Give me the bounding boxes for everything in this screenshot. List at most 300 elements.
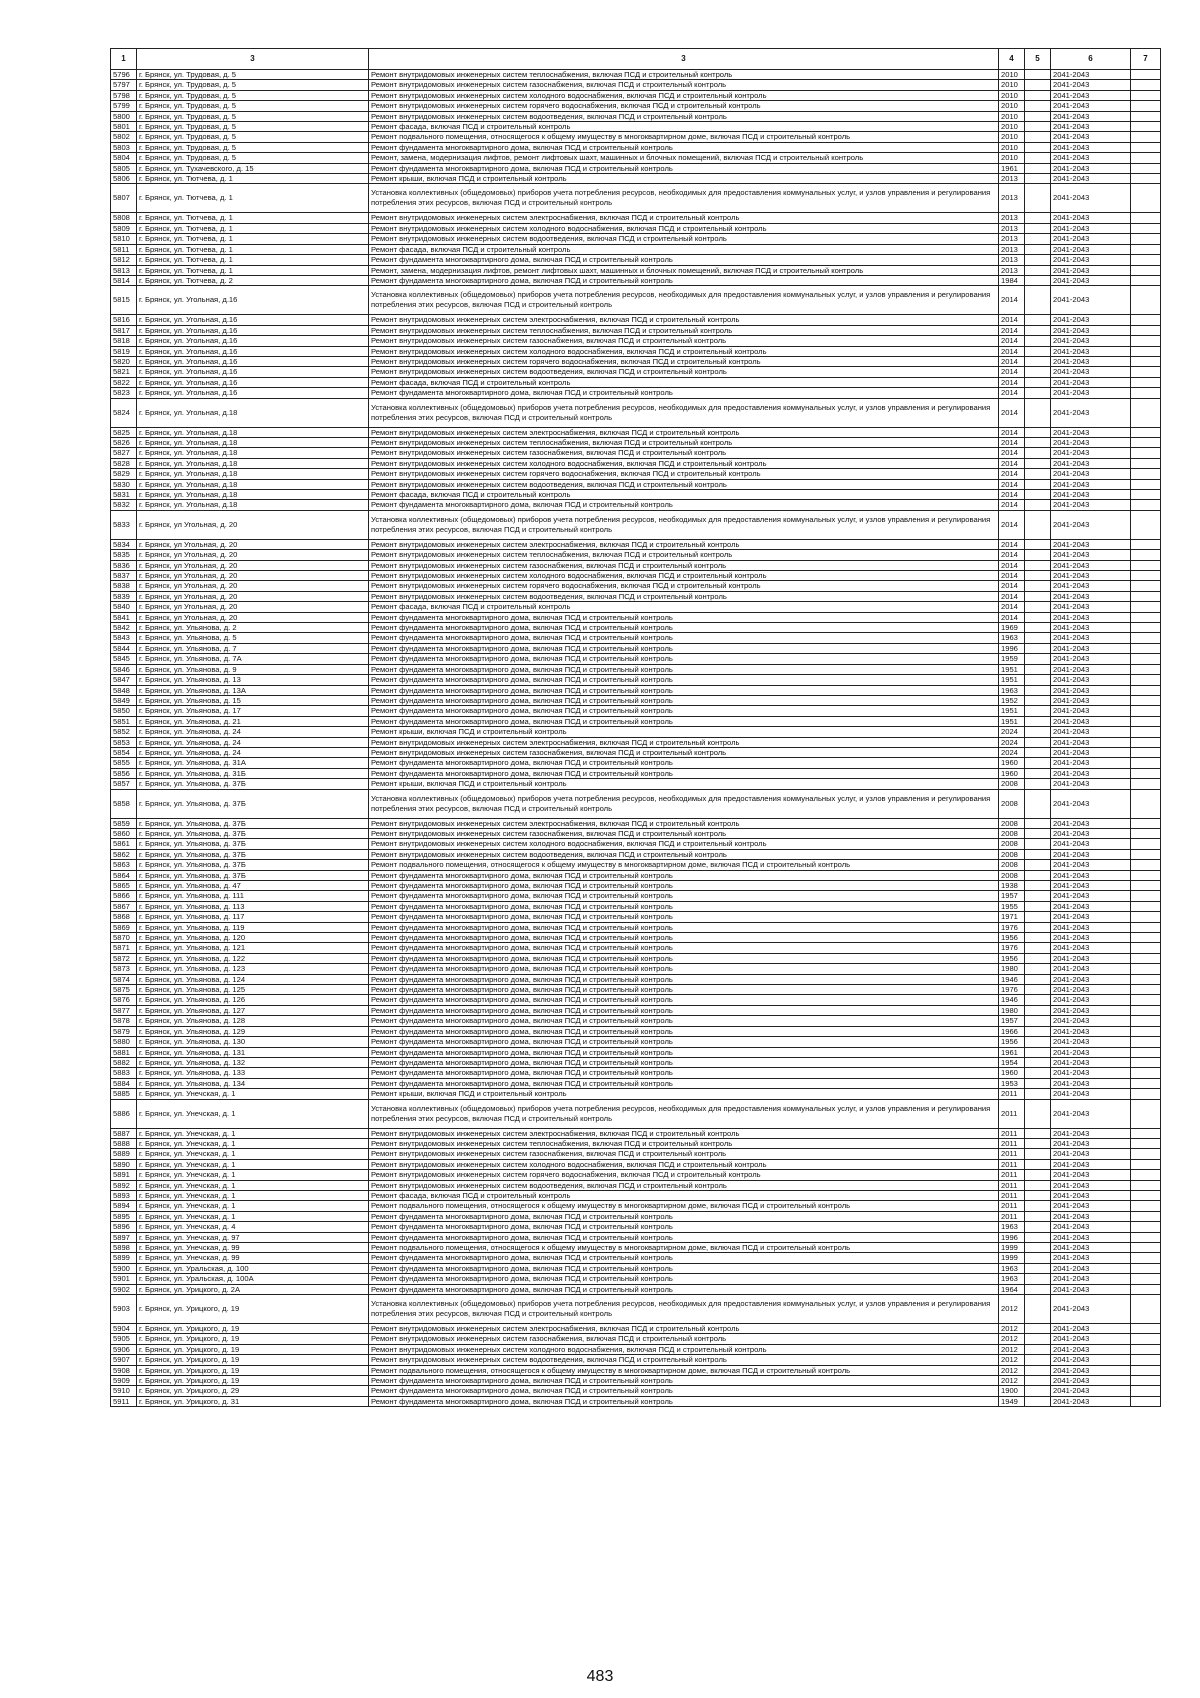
empty-cell — [1131, 427, 1161, 437]
work-description-cell: Ремонт внутридомовых инженерных систем водоотведения, включая ПСД и строительный контроль — [369, 1355, 999, 1365]
year-cell: 1969 — [999, 623, 1025, 633]
empty-cell — [1025, 974, 1051, 984]
empty-cell — [1025, 654, 1051, 664]
row-number: 5839 — [111, 591, 137, 601]
address-cell: г. Брянск, ул. Угольная, д.16 — [137, 325, 369, 335]
period-cell: 2041-2043 — [1051, 1396, 1131, 1406]
work-description-cell: Ремонт внутридомовых инженерных систем электроснабжения, включая ПСД и строительный контроль — [369, 213, 999, 223]
table-row — [111, 758, 1161, 768]
address-cell: г. Брянск, ул. Угольная, д.18 — [137, 458, 369, 468]
table-row — [111, 974, 1161, 984]
empty-cell — [1025, 286, 1051, 315]
empty-cell — [1131, 163, 1161, 173]
address-cell: г. Брянск, ул. Угольная, д.18 — [137, 500, 369, 510]
empty-cell — [1131, 1128, 1161, 1138]
period-cell: 2041-2043 — [1051, 901, 1131, 911]
table-row — [111, 234, 1161, 244]
year-cell: 1938 — [999, 881, 1025, 891]
year-cell: 2012 — [999, 1376, 1025, 1386]
address-cell: г. Брянск, ул. Ульянова, д. 122 — [137, 953, 369, 963]
table-row — [111, 510, 1161, 539]
year-cell: 2008 — [999, 818, 1025, 828]
work-description-cell: Ремонт, замена, модернизация лифтов, ремонт лифтовых шахт, машинных и блочных помещений, включая ПСД и строительный контроль — [369, 265, 999, 275]
period-cell: 2041-2043 — [1051, 828, 1131, 838]
address-cell: г. Брянск, ул. Унечская, д. 1 — [137, 1138, 369, 1148]
year-cell: 2014 — [999, 560, 1025, 570]
table-row — [111, 643, 1161, 653]
empty-cell — [1131, 1344, 1161, 1354]
empty-cell — [1131, 881, 1161, 891]
work-description-cell: Ремонт фундамента многоквартирного дома, включая ПСД и строительный контроль — [369, 1057, 999, 1067]
work-description-cell: Ремонт внутридомовых инженерных систем теплоснабжения, включая ПСД и строительный контроль — [369, 70, 999, 80]
work-description-cell: Ремонт внутридомовых инженерных систем холодного водоснабжения, включая ПСД и строительный контроль — [369, 839, 999, 849]
table-row — [111, 849, 1161, 859]
address-cell: г. Брянск, ул. Трудовая, д. 5 — [137, 132, 369, 142]
empty-cell — [1131, 985, 1161, 995]
period-cell: 2041-2043 — [1051, 356, 1131, 366]
year-cell: 1996 — [999, 643, 1025, 653]
period-cell: 2041-2043 — [1051, 1170, 1131, 1180]
table-row — [111, 747, 1161, 757]
year-cell: 2014 — [999, 367, 1025, 377]
year-cell: 2024 — [999, 737, 1025, 747]
year-cell: 1966 — [999, 1026, 1025, 1036]
empty-cell — [1025, 1016, 1051, 1026]
year-cell: 1963 — [999, 1222, 1025, 1232]
period-cell: 2041-2043 — [1051, 560, 1131, 570]
period-cell: 2041-2043 — [1051, 469, 1131, 479]
empty-cell — [1131, 275, 1161, 285]
work-description-cell: Ремонт внутридомовых инженерных систем водоотведения, включая ПСД и строительный контроль — [369, 111, 999, 121]
empty-cell — [1025, 943, 1051, 953]
empty-cell — [1025, 779, 1051, 789]
table-row — [111, 1334, 1161, 1344]
period-cell: 2041-2043 — [1051, 706, 1131, 716]
table-row — [111, 1138, 1161, 1148]
empty-cell — [1025, 510, 1051, 539]
empty-cell — [1131, 943, 1161, 953]
empty-cell — [1025, 953, 1051, 963]
empty-cell — [1025, 1170, 1051, 1180]
empty-cell — [1131, 184, 1161, 213]
empty-cell — [1025, 1295, 1051, 1324]
empty-cell — [1131, 716, 1161, 726]
period-cell: 2041-2043 — [1051, 591, 1131, 601]
row-number: 5857 — [111, 779, 137, 789]
empty-cell — [1131, 70, 1161, 80]
period-cell: 2041-2043 — [1051, 768, 1131, 778]
address-cell: г. Брянск, ул Угольная, д. 20 — [137, 581, 369, 591]
year-cell: 1951 — [999, 664, 1025, 674]
empty-cell — [1131, 779, 1161, 789]
work-description-cell: Ремонт внутридомовых инженерных систем холодного водоснабжения, включая ПСД и строительный контроль — [369, 90, 999, 100]
row-number: 5799 — [111, 101, 137, 111]
year-cell: 1957 — [999, 891, 1025, 901]
empty-cell — [1131, 1068, 1161, 1078]
year-cell: 2013 — [999, 184, 1025, 213]
work-description-cell: Ремонт внутридомовых инженерных систем водоотведения, включая ПСД и строительный контроль — [369, 591, 999, 601]
address-cell: г. Брянск, ул. Ульянова, д. 128 — [137, 1016, 369, 1026]
work-description-cell: Ремонт внутридомовых инженерных систем газоснабжения, включая ПСД и строительный контроль — [369, 1149, 999, 1159]
empty-cell — [1025, 695, 1051, 705]
row-number: 5879 — [111, 1026, 137, 1036]
row-number: 5850 — [111, 706, 137, 716]
table-row — [111, 255, 1161, 265]
row-number: 5796 — [111, 70, 137, 80]
empty-cell — [1025, 184, 1051, 213]
empty-cell — [1025, 581, 1051, 591]
period-cell: 2041-2043 — [1051, 849, 1131, 859]
row-number: 5803 — [111, 142, 137, 152]
period-cell: 2041-2043 — [1051, 325, 1131, 335]
empty-cell — [1025, 1365, 1051, 1375]
table-row — [111, 1396, 1161, 1406]
work-description-cell: Ремонт фундамента многоквартирного дома, включая ПСД и строительный контроль — [369, 1016, 999, 1026]
row-number: 5866 — [111, 891, 137, 901]
empty-cell — [1131, 849, 1161, 859]
table-row — [111, 685, 1161, 695]
period-cell: 2041-2043 — [1051, 111, 1131, 121]
row-number: 5816 — [111, 315, 137, 325]
work-description-cell: Ремонт фундамента многоквартирного дома, включая ПСД и строительный контроль — [369, 985, 999, 995]
table-row — [111, 448, 1161, 458]
period-cell: 2041-2043 — [1051, 664, 1131, 674]
table-row — [111, 839, 1161, 849]
year-cell: 1996 — [999, 1232, 1025, 1242]
empty-cell — [1131, 1180, 1161, 1190]
table-row — [111, 1047, 1161, 1057]
address-cell: г. Брянск, ул. Ульянова, д. 126 — [137, 995, 369, 1005]
empty-cell — [1131, 234, 1161, 244]
address-cell: г. Брянск, ул. Урицкого, д. 19 — [137, 1344, 369, 1354]
table-row — [111, 602, 1161, 612]
empty-cell — [1131, 654, 1161, 664]
empty-cell — [1131, 1284, 1161, 1294]
period-cell: 2041-2043 — [1051, 1201, 1131, 1211]
year-cell: 1961 — [999, 1047, 1025, 1057]
empty-cell — [1131, 315, 1161, 325]
year-cell: 2014 — [999, 325, 1025, 335]
empty-cell — [1131, 623, 1161, 633]
year-cell: 2010 — [999, 142, 1025, 152]
empty-cell — [1025, 1047, 1051, 1057]
empty-cell — [1131, 1253, 1161, 1263]
year-cell: 2014 — [999, 356, 1025, 366]
work-description-cell: Ремонт фундамента многоквартирного дома, включая ПСД и строительный контроль — [369, 870, 999, 880]
row-number: 5804 — [111, 153, 137, 163]
address-cell: г. Брянск, ул. Ульянова, д. 31А — [137, 758, 369, 768]
table-row — [111, 860, 1161, 870]
address-cell: г. Брянск, ул Угольная, д. 20 — [137, 550, 369, 560]
empty-cell — [1025, 839, 1051, 849]
row-number: 5880 — [111, 1037, 137, 1047]
row-number: 5818 — [111, 336, 137, 346]
address-cell: г. Брянск, ул. Ульянова, д. 37Б — [137, 818, 369, 828]
row-number: 5854 — [111, 747, 137, 757]
address-cell: г. Брянск, ул. Угольная, д.16 — [137, 286, 369, 315]
table-row — [111, 675, 1161, 685]
table-row — [111, 995, 1161, 1005]
table-row — [111, 336, 1161, 346]
table-row — [111, 1190, 1161, 1200]
empty-cell — [1025, 427, 1051, 437]
table-row — [111, 1211, 1161, 1221]
table-row — [111, 174, 1161, 184]
period-cell: 2041-2043 — [1051, 695, 1131, 705]
empty-cell — [1025, 132, 1051, 142]
empty-cell — [1025, 591, 1051, 601]
work-description-cell: Ремонт фасада, включая ПСД и строительный контроль — [369, 377, 999, 387]
address-cell: г. Брянск, ул. Ульянова, д. 24 — [137, 747, 369, 757]
table-row — [111, 901, 1161, 911]
row-number: 5901 — [111, 1274, 137, 1284]
address-cell: г. Брянск, ул. Трудовая, д. 5 — [137, 80, 369, 90]
table-row — [111, 581, 1161, 591]
empty-cell — [1131, 367, 1161, 377]
year-cell: 2014 — [999, 398, 1025, 427]
empty-cell — [1025, 1089, 1051, 1099]
empty-cell — [1131, 1016, 1161, 1026]
empty-cell — [1131, 255, 1161, 265]
empty-cell — [1131, 860, 1161, 870]
work-description-cell: Ремонт внутридомовых инженерных систем водоотведения, включая ПСД и строительный контроль — [369, 849, 999, 859]
period-cell: 2041-2043 — [1051, 174, 1131, 184]
header-col-6: 6 — [1051, 49, 1131, 70]
work-description-cell: Ремонт крыши, включая ПСД и строительный контроль — [369, 779, 999, 789]
row-number: 5843 — [111, 633, 137, 643]
row-number: 5874 — [111, 974, 137, 984]
empty-cell — [1131, 1078, 1161, 1088]
empty-cell — [1131, 388, 1161, 398]
table-row — [111, 1099, 1161, 1128]
year-cell: 1900 — [999, 1386, 1025, 1396]
empty-cell — [1131, 132, 1161, 142]
table-row — [111, 142, 1161, 152]
row-number: 5809 — [111, 223, 137, 233]
year-cell: 2008 — [999, 860, 1025, 870]
table-row — [111, 1037, 1161, 1047]
period-cell: 2041-2043 — [1051, 213, 1131, 223]
empty-cell — [1131, 1295, 1161, 1324]
empty-cell — [1131, 1274, 1161, 1284]
period-cell: 2041-2043 — [1051, 716, 1131, 726]
empty-cell — [1131, 437, 1161, 447]
table-row — [111, 560, 1161, 570]
table-row — [111, 1128, 1161, 1138]
period-cell: 2041-2043 — [1051, 953, 1131, 963]
table-row — [111, 737, 1161, 747]
address-cell: г. Брянск, ул. Ульянова, д. 31Б — [137, 768, 369, 778]
work-description-cell: Ремонт внутридомовых инженерных систем электроснабжения, включая ПСД и строительный контроль — [369, 1324, 999, 1334]
empty-cell — [1131, 828, 1161, 838]
period-cell: 2041-2043 — [1051, 90, 1131, 100]
empty-cell — [1025, 70, 1051, 80]
year-cell: 2012 — [999, 1355, 1025, 1365]
empty-cell — [1131, 974, 1161, 984]
table-row — [111, 223, 1161, 233]
year-cell: 1946 — [999, 974, 1025, 984]
table-row — [111, 922, 1161, 932]
row-number: 5798 — [111, 90, 137, 100]
period-cell: 2041-2043 — [1051, 685, 1131, 695]
table-row — [111, 706, 1161, 716]
row-number: 5875 — [111, 985, 137, 995]
row-number: 5851 — [111, 716, 137, 726]
row-number: 5886 — [111, 1099, 137, 1128]
empty-cell — [1131, 995, 1161, 1005]
empty-cell — [1025, 550, 1051, 560]
empty-cell — [1131, 1057, 1161, 1067]
table-row — [111, 490, 1161, 500]
empty-cell — [1025, 1284, 1051, 1294]
empty-cell — [1131, 1170, 1161, 1180]
row-number: 5868 — [111, 912, 137, 922]
period-cell: 2041-2043 — [1051, 643, 1131, 653]
address-cell: г. Брянск, ул. Ульянова, д. 127 — [137, 1005, 369, 1015]
work-description-cell: Ремонт фундамента многоквартирного дома, включая ПСД и строительный контроль — [369, 1284, 999, 1294]
year-cell: 2014 — [999, 571, 1025, 581]
empty-cell — [1131, 1047, 1161, 1057]
row-number: 5883 — [111, 1068, 137, 1078]
table-row — [111, 1295, 1161, 1324]
address-cell: г. Брянск, ул. Угольная, д.18 — [137, 490, 369, 500]
period-cell: 2041-2043 — [1051, 891, 1131, 901]
row-number: 5889 — [111, 1149, 137, 1159]
row-number: 5811 — [111, 244, 137, 254]
period-cell: 2041-2043 — [1051, 1344, 1131, 1354]
empty-cell — [1025, 1201, 1051, 1211]
year-cell: 1959 — [999, 654, 1025, 664]
year-cell: 2012 — [999, 1295, 1025, 1324]
table-row — [111, 623, 1161, 633]
row-number: 5878 — [111, 1016, 137, 1026]
year-cell: 2011 — [999, 1089, 1025, 1099]
address-cell: г. Брянск, ул. Урицкого, д. 19 — [137, 1295, 369, 1324]
row-number: 5905 — [111, 1334, 137, 1344]
period-cell: 2041-2043 — [1051, 1005, 1131, 1015]
empty-cell — [1025, 234, 1051, 244]
row-number: 5827 — [111, 448, 137, 458]
work-description-cell: Ремонт фундамента многоквартирного дома, включая ПСД и строительный контроль — [369, 768, 999, 778]
table-row — [111, 912, 1161, 922]
row-number: 5845 — [111, 654, 137, 664]
year-cell: 1961 — [999, 163, 1025, 173]
empty-cell — [1131, 142, 1161, 152]
work-description-cell: Ремонт фундамента многоквартирного дома, включая ПСД и строительный контроль — [369, 1222, 999, 1232]
work-description-cell: Ремонт фундамента многоквартирного дома, включая ПСД и строительный контроль — [369, 142, 999, 152]
year-cell: 2014 — [999, 612, 1025, 622]
work-description-cell: Ремонт фундамента многоквартирного дома, включая ПСД и строительный контроль — [369, 388, 999, 398]
table-body — [111, 70, 1161, 1407]
empty-cell — [1131, 122, 1161, 132]
empty-cell — [1025, 1057, 1051, 1067]
work-description-cell: Ремонт, замена, модернизация лифтов, ремонт лифтовых шахт, машинных и блочных помещений, включая ПСД и строительный контроль — [369, 153, 999, 163]
empty-cell — [1025, 571, 1051, 581]
year-cell: 1956 — [999, 953, 1025, 963]
empty-cell — [1025, 985, 1051, 995]
row-number: 5853 — [111, 737, 137, 747]
row-number: 5858 — [111, 789, 137, 818]
row-number: 5805 — [111, 163, 137, 173]
table-row — [111, 1170, 1161, 1180]
period-cell: 2041-2043 — [1051, 255, 1131, 265]
empty-cell — [1131, 818, 1161, 828]
table-row — [111, 1159, 1161, 1169]
address-cell: г. Брянск, ул Угольная, д. 20 — [137, 571, 369, 581]
address-cell: г. Брянск, ул. Урицкого, д. 31 — [137, 1396, 369, 1406]
year-cell: 1957 — [999, 1016, 1025, 1026]
work-description-cell: Ремонт фундамента многоквартирного дома, включая ПСД и строительный контроль — [369, 695, 999, 705]
table-row — [111, 1365, 1161, 1375]
year-cell: 2011 — [999, 1099, 1025, 1128]
row-number: 5837 — [111, 571, 137, 581]
empty-cell — [1025, 275, 1051, 285]
work-description-cell: Ремонт внутридомовых инженерных систем холодного водоснабжения, включая ПСД и строительный контроль — [369, 1159, 999, 1169]
period-cell: 2041-2043 — [1051, 1253, 1131, 1263]
period-cell: 2041-2043 — [1051, 623, 1131, 633]
work-description-cell: Ремонт внутридомовых инженерных систем газоснабжения, включая ПСД и строительный контроль — [369, 747, 999, 757]
row-number: 5876 — [111, 995, 137, 1005]
table-row — [111, 213, 1161, 223]
period-cell: 2041-2043 — [1051, 315, 1131, 325]
address-cell: г. Брянск, ул. Урицкого, д. 19 — [137, 1324, 369, 1334]
address-cell: г. Брянск, ул. Ульянова, д. 5 — [137, 633, 369, 643]
row-number: 5861 — [111, 839, 137, 849]
empty-cell — [1131, 695, 1161, 705]
empty-cell — [1025, 398, 1051, 427]
year-cell: 2014 — [999, 581, 1025, 591]
period-cell: 2041-2043 — [1051, 758, 1131, 768]
period-cell: 2041-2043 — [1051, 1180, 1131, 1190]
row-number: 5855 — [111, 758, 137, 768]
address-cell: г. Брянск, ул. Угольная, д.18 — [137, 448, 369, 458]
year-cell: 1955 — [999, 901, 1025, 911]
work-description-cell: Ремонт фундамента многоквартирного дома, включая ПСД и строительный контроль — [369, 1232, 999, 1242]
empty-cell — [1025, 1222, 1051, 1232]
work-description-cell: Ремонт подвального помещения, относящегося к общему имуществу в многоквартирном доме, включая ПСД и строительный контроль — [369, 1201, 999, 1211]
period-cell: 2041-2043 — [1051, 1016, 1131, 1026]
year-cell: 2010 — [999, 153, 1025, 163]
address-cell: г. Брянск, ул. Унечская, д. 1 — [137, 1149, 369, 1159]
work-description-cell: Ремонт фундамента многоквартирного дома, включая ПСД и строительный контроль — [369, 1068, 999, 1078]
year-cell: 1976 — [999, 922, 1025, 932]
row-number: 5810 — [111, 234, 137, 244]
table-row — [111, 265, 1161, 275]
year-cell: 2014 — [999, 479, 1025, 489]
empty-cell — [1025, 1078, 1051, 1088]
empty-cell — [1131, 1201, 1161, 1211]
work-description-cell: Установка коллективных (общедомовых) приборов учета потребления ресурсов, необходимых для предоставления коммунальных услуг, и узлов управления и регулирования потребления этих ресурсов, включая ПСД и строительный контроль — [369, 1295, 999, 1324]
row-number: 5814 — [111, 275, 137, 285]
empty-cell — [1025, 643, 1051, 653]
period-cell: 2041-2043 — [1051, 244, 1131, 254]
row-number: 5910 — [111, 1386, 137, 1396]
empty-cell — [1025, 1180, 1051, 1190]
empty-cell — [1025, 716, 1051, 726]
work-description-cell: Ремонт внутридомовых инженерных систем водоотведения, включая ПСД и строительный контроль — [369, 479, 999, 489]
table-row — [111, 275, 1161, 285]
empty-cell — [1025, 964, 1051, 974]
year-cell: 2008 — [999, 870, 1025, 880]
empty-cell — [1131, 643, 1161, 653]
empty-cell — [1025, 818, 1051, 828]
table-row — [111, 80, 1161, 90]
table-row — [111, 1253, 1161, 1263]
work-description-cell: Ремонт фундамента многоквартирного дома, включая ПСД и строительный контроль — [369, 1263, 999, 1273]
period-cell: 2041-2043 — [1051, 1334, 1131, 1344]
empty-cell — [1131, 1099, 1161, 1128]
empty-cell — [1131, 458, 1161, 468]
